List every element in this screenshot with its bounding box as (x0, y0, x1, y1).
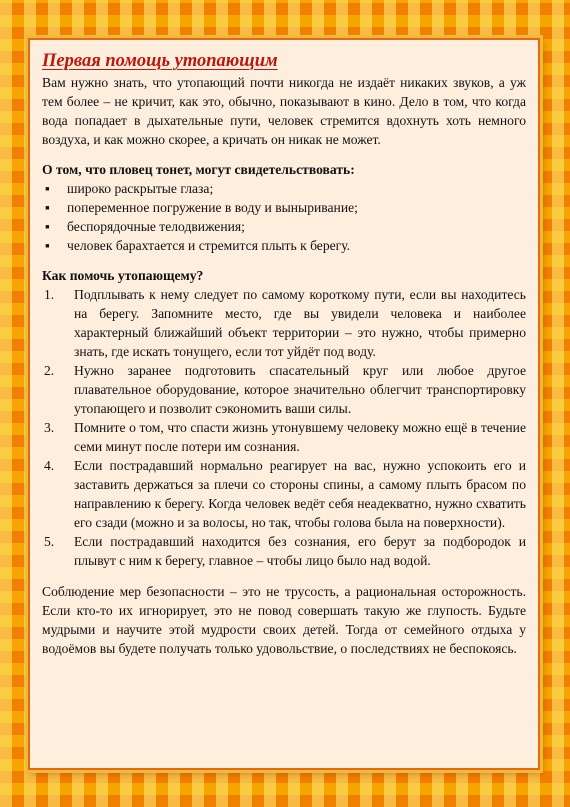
signs-list-item: ▪ человек барахтается и стремится плыть к берегу. (45, 238, 351, 253)
help-step: 1. Подплывать к нему следует по самому короткому пути, если вы находитесь на берегу. Запомните место, где вы увидели человека и наиболее характерный ближайший объект территории – это нужно, чтобы примерно знать, где искать тонущего, если тот уйдёт под воду. (44, 287, 526, 359)
page-title: Первая помощь утопающим (42, 51, 278, 71)
signs-list (42, 179, 526, 255)
square-bullet-icon: ▪ (45, 181, 50, 196)
square-bullet-icon: ▪ (45, 219, 50, 234)
signs-list-item: ▪ попеременное погружение в воду и выныривание; (45, 200, 358, 215)
square-bullet-icon: ▪ (45, 200, 50, 215)
square-bullet-icon: ▪ (45, 238, 50, 253)
intro-paragraph: Вам нужно знать, что утопающий почти никогда не издаёт никаких звуков, а уж тем более – не кричит, как это, обычно, показывают в кино. Дело в том, что когда вода попадает в дыхательные пути, человек стремится вдохнуть хоть немного воздуха, и как можно скорее, а кричать он никак не может. (42, 75, 526, 147)
help-steps-list (42, 285, 526, 570)
signs-list-item: ▪ широко раскрытые глаза; (45, 181, 214, 196)
closing-paragraph: Соблюдение мер безопасности – это не трусость, а рациональная осторожность. Если кто-то их игнорирует, это не повод совершать такую же глупость. Будьте мудрыми и научите этой мудрости своих детей. Тогда от семейного отдыха у водоёмов вы будете получать только удовольствие, о последствиях не беспокоясь. (42, 584, 526, 656)
signs-heading: О том, что пловец тонет, могут свидетельствовать: (42, 162, 355, 177)
help-step: 3. Помните о том, что спасти жизнь утонувшему человеку можно ещё в течение семи минут после потери им сознания. (44, 420, 526, 454)
signs-list-item: ▪ беспорядочные телодвижения; (45, 219, 245, 234)
help-step: 4. Если пострадавший нормально реагирует на вас, нужно успокоить его и заставить держаться за плечи со стороны спины, а самому плыть брасом по направлению к берегу. Когда человек ведёт себя неадекватно, нужно схватить его сзади (можно и за волосы, но так, чтобы голова была на поверхности). (44, 458, 526, 530)
content-card (28, 38, 540, 770)
help-step: 2. Нужно заранее подготовить спасательный круг или любое другое плавательное оборудование, которое значительно облегчит транспортировку утопающего и позволит сэкономить ваши силы. (44, 363, 526, 416)
help-heading: Как помочь утопающему? (42, 268, 204, 283)
help-step: 5. Если пострадавший находится без сознания, его берут за подбородок и плывут с ним к берегу, главное – чтобы лицо было над водой. (44, 534, 526, 568)
